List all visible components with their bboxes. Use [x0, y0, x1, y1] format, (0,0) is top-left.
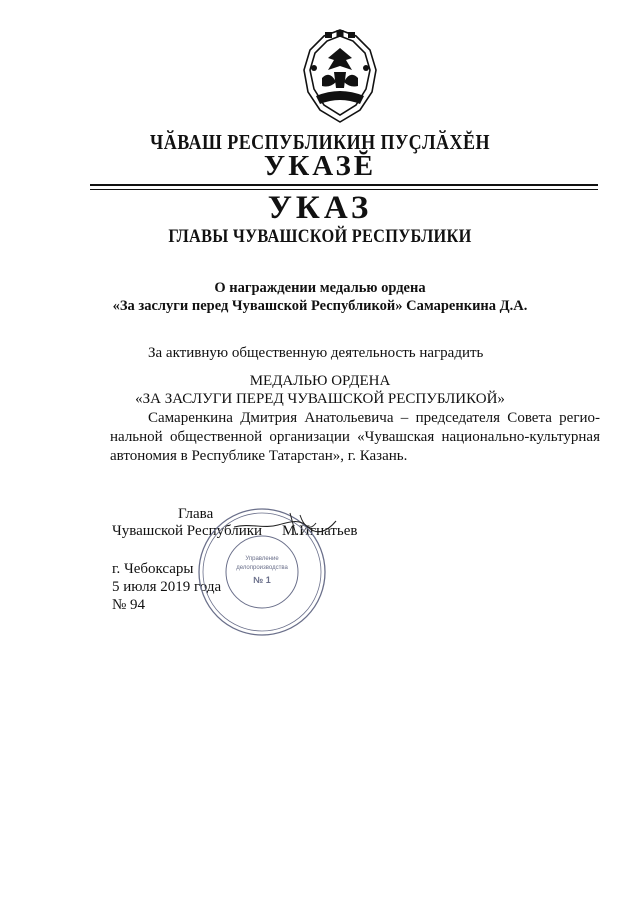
signature-title-1: Глава	[178, 506, 214, 522]
cv-title: ЧӐВАШ РЕСПУБЛИКИН ПУҪЛӐХĔН	[150, 130, 490, 154]
subject-line-2: «За заслуги перед Чувашской Республикой» Самаренкина Д.А.	[112, 298, 528, 314]
signature-title-2: Чувашской Республики	[112, 523, 263, 539]
stamp-text-2: делопроизводства	[236, 565, 288, 571]
handwritten-signature	[230, 505, 340, 545]
ru-decree-heading: УКАЗ	[267, 190, 373, 226]
stamp-number: № 1	[253, 575, 271, 585]
signatory-name: М.Игнатьев	[282, 523, 358, 539]
issue-place: г. Чебоксары	[112, 561, 194, 577]
award-line: автономия в Республике Татарстан», г. Казань.	[110, 448, 408, 464]
header-rule-thick	[90, 184, 598, 186]
medal-line-2: «ЗА ЗАСЛУГИ ПЕРЕД ЧУВАШСКОЙ РЕСПУБЛИКОЙ»	[135, 391, 505, 407]
stamp-text-1: Управление	[245, 556, 279, 562]
award-line: Самаренкина Дмитрия Анатольевича – председателя Совета регио-	[148, 410, 600, 426]
award-line: нальной общественной организации «Чувашская национально-культурная	[110, 429, 600, 445]
award-paragraph	[110, 409, 600, 466]
decree-number: № 94	[112, 597, 146, 613]
chuvash-emblem-icon	[296, 26, 384, 126]
medal-line-1: МЕДАЛЬЮ ОРДЕНА	[249, 373, 391, 389]
cv-decree-heading: УКАЗĔ	[263, 150, 377, 182]
issue-date: 5 июля 2019 года	[112, 579, 222, 595]
ru-subtitle: ГЛАВЫ ЧУВАШСКОЙ РЕСПУБЛИКИ	[168, 226, 472, 247]
subject-line-1: О награждении медалью ордена	[214, 280, 426, 296]
intro-paragraph: За активную общественную деятельность наградить	[148, 345, 484, 361]
